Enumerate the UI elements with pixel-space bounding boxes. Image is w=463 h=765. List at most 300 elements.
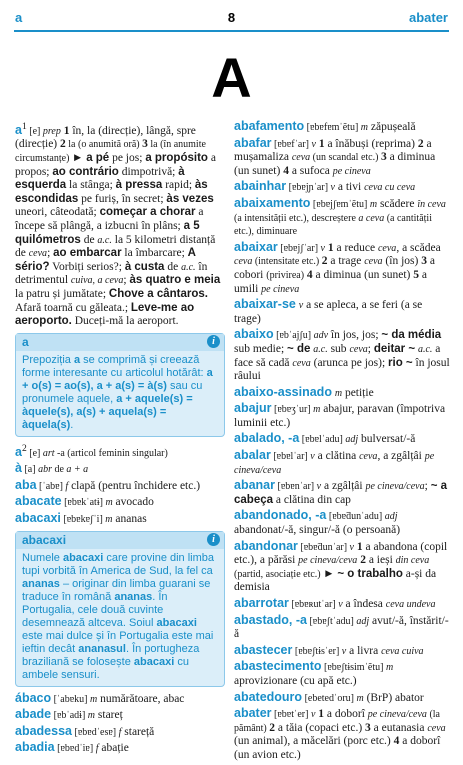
text: (un animal), a măcelări (porc etc.) — [234, 735, 394, 748]
left-column — [15, 120, 225, 758]
entry-abastecer — [234, 644, 450, 659]
sense-number: 2 — [60, 138, 66, 151]
info-box-abacaxi — [15, 531, 225, 687]
pronunciation: [ɐbɐʃtˈadu] — [306, 615, 357, 627]
text: de — [80, 233, 98, 246]
phrase: deitar ~ — [373, 342, 416, 355]
sense-number: 1 — [318, 708, 325, 721]
object-note: pe cineva — [332, 165, 371, 177]
headword: abastado, -a — [234, 612, 307, 627]
entry-abafar — [234, 137, 450, 179]
pos: v — [310, 451, 315, 463]
definition: avocado — [112, 496, 154, 509]
text: . În Portugalia, cele două cuvinte desemnează altceva. Soiul — [22, 590, 168, 629]
pos: adj — [356, 615, 370, 627]
text: la stânga; — [66, 179, 116, 192]
sense-number: 1 — [327, 241, 334, 254]
headword: a — [15, 444, 22, 459]
text: (partid, asociație etc.) — [234, 568, 324, 580]
object-note: cuiva, a ceva — [70, 275, 124, 287]
entry-abainhar — [234, 180, 450, 195]
pos: v — [298, 300, 304, 312]
info-box-a — [15, 333, 225, 437]
definition: -a (articol feminin singular) — [54, 447, 168, 459]
entry-abaixar-se — [234, 298, 450, 326]
emphasis: a + aquele(s) = àquele(s), a(s) + aquela(s) = àquela(s) — [22, 392, 193, 431]
headword: abacaxi — [15, 510, 61, 525]
phrase: Leve-me ao aeroporto. — [15, 301, 195, 328]
headword: abalado, -a — [234, 431, 300, 446]
header-rule — [14, 30, 449, 32]
pos: m — [356, 692, 364, 704]
text: a trage — [327, 255, 365, 268]
entry-abaixamento — [234, 197, 450, 239]
entry-abalar — [234, 449, 450, 477]
pronunciation: [e] — [26, 125, 43, 137]
sense-number: 3 — [365, 721, 371, 734]
headword: abarrotar — [234, 596, 289, 610]
text: , a scădea — [396, 241, 441, 254]
info-box-title — [16, 334, 224, 351]
pronunciation: [ɐbɐtˈer] — [271, 709, 311, 721]
entry-abastecimento — [234, 660, 450, 688]
definition: a se apleca, a se feri (a se trage) — [234, 299, 423, 325]
headword: abaixamento — [234, 195, 311, 210]
text: a umili — [234, 268, 427, 295]
pronunciation: [ɐbɐlˈar] — [270, 451, 311, 463]
pos: m — [360, 122, 369, 133]
headword: abajur — [234, 401, 272, 416]
text: (privirea) — [266, 269, 305, 281]
object-note: ceva — [377, 242, 397, 254]
definition: ananas — [112, 512, 147, 525]
headword: abafamento — [234, 119, 305, 133]
pronunciation: [ɐbɐkˈatɨ] — [61, 497, 106, 509]
headword: à — [15, 461, 22, 476]
sense-number: 3 — [380, 151, 387, 164]
page-number: 8 — [227, 10, 236, 25]
text: a mușamaliza — [234, 137, 432, 164]
headword: aba — [15, 477, 37, 492]
headword: abastecer — [234, 642, 293, 657]
phrase: à custa — [124, 260, 165, 273]
text: a diminua (un sunet) — [234, 151, 436, 177]
sense-number: 2 — [269, 721, 276, 734]
emphasis: abacaxi — [156, 616, 197, 629]
text: uneori, câteodată; — [15, 206, 100, 219]
text: a cobori — [234, 255, 435, 281]
sense-number: 1 — [63, 124, 70, 137]
sense-number: 4 — [306, 268, 313, 281]
pronunciation: [ɐbɐkɐʃˈi] — [60, 513, 106, 525]
entry-abaco — [15, 692, 225, 707]
phrase: a pé — [86, 152, 110, 165]
definition: a + a — [66, 464, 89, 476]
emphasis: a — [73, 353, 81, 366]
headword: abaixo — [234, 327, 274, 342]
entry-a-grave — [15, 462, 225, 477]
headword: abater — [234, 706, 272, 721]
pos: f — [65, 480, 69, 492]
pronunciation: [ɐbɐjʃɐmˈẽtu] — [310, 198, 370, 210]
text: a eutanasia — [370, 721, 428, 734]
text: Vorbiți serios?; — [49, 260, 125, 273]
phrase: ~ da média — [381, 329, 442, 342]
emphasis: abacaxi — [62, 551, 104, 564]
info-box-title — [16, 532, 224, 549]
text: a înăbuși (reprima) — [324, 137, 418, 150]
sense-number: 1 — [318, 137, 325, 150]
entry-abandonar — [234, 540, 450, 595]
pos: f — [118, 726, 122, 738]
pronunciation: [ɐbɐdˈesɐ] — [71, 726, 119, 738]
object-note: pe cineva — [261, 283, 300, 295]
definition: numărătoare, abac — [97, 692, 185, 705]
headword: abadessa — [15, 723, 72, 738]
phrase: rio ~ — [388, 356, 413, 369]
text: – originar din limba guarani se traduce în română — [22, 577, 211, 603]
entry-abafamento — [234, 120, 450, 135]
abbrev: a.c. — [417, 343, 433, 355]
phrase: ~ de — [287, 342, 311, 355]
pronunciation: [e] — [26, 447, 43, 459]
text: , a zgâlțâi — [377, 450, 425, 463]
sense-number: 3 — [421, 255, 427, 268]
right-column — [234, 120, 450, 765]
pos: abr — [38, 464, 52, 476]
sense-number: 4 — [283, 164, 289, 177]
entry-abaixar — [234, 241, 450, 296]
entry-abacate — [15, 495, 225, 510]
pronunciation: [ɐbɐjɲˈar] — [286, 182, 331, 194]
phrase: às vezes — [166, 192, 214, 205]
text: de — [51, 464, 67, 476]
definition: stareț — [95, 709, 123, 722]
phrase: Chove a cântaros. — [108, 287, 208, 300]
sense-number: 2 — [417, 137, 424, 150]
text: care provine din limba tupi vorbită în America de Sud, la fel ca — [22, 551, 215, 577]
text: Afară toarnă cu găleata.; — [15, 301, 131, 314]
object-note: ceva — [359, 451, 378, 463]
headword: abafar — [234, 135, 272, 150]
info-box-text — [16, 549, 224, 686]
text: în, la (direcție), lângă, spre (direcție) — [15, 124, 196, 151]
entry-abade — [15, 708, 225, 723]
text: Numele — [22, 551, 63, 564]
text: Duceți-mă la aeroport. — [71, 315, 179, 328]
entry-abanar — [234, 479, 450, 507]
definition: (BrP) abator — [363, 691, 424, 704]
text: Prepoziția — [22, 353, 74, 366]
object-note: ceva — [349, 343, 368, 355]
pos: f — [95, 743, 99, 755]
text: sub — [327, 342, 350, 355]
text: a reduce — [333, 241, 378, 254]
entry-abatedouro — [234, 691, 450, 706]
pos: v — [320, 242, 325, 254]
text: în detrimentul — [15, 260, 208, 287]
text: scădere — [377, 197, 418, 210]
pos: art — [42, 447, 55, 459]
pos: v — [311, 138, 316, 150]
text: . — [70, 418, 74, 431]
text: . În portugheza braziliană se folosește — [22, 642, 200, 668]
headword: abaixo-assinado — [234, 384, 332, 399]
sense-number: 5 — [413, 268, 420, 281]
text: a propos; — [15, 152, 216, 178]
entry-abajur — [234, 402, 450, 430]
object-note: în ceva — [417, 198, 446, 210]
sense-number: 1 — [356, 540, 363, 553]
definition: petiție — [342, 386, 374, 399]
entry-abaixo-assinado — [234, 386, 450, 401]
pronunciation: [ɐbɐdˈiɐ] — [54, 743, 96, 755]
headword: ábaco — [15, 690, 52, 705]
definition: avut/-ă, înstărit/-ă — [234, 614, 449, 641]
text: ; — [424, 480, 431, 493]
pronunciation: [ebetedˈoru] — [302, 692, 357, 704]
phrase: ao embarcar — [53, 247, 122, 260]
pos: prep — [42, 125, 61, 137]
definition: abajur, paravan (împotriva luminii etc.) — [234, 403, 446, 429]
homonym-number: 1 — [21, 121, 27, 132]
pronunciation: [ɐbˈadɨ] — [51, 710, 88, 722]
text: ; — [367, 342, 374, 355]
pronunciation: [ɐbɐfˈar] — [271, 138, 312, 150]
abbrev: a.c. — [97, 234, 112, 246]
text: ; — [123, 274, 130, 287]
phrase: A sério? — [15, 247, 196, 273]
info-icon: i — [207, 335, 220, 348]
object-note: ceva undeva — [385, 599, 436, 610]
headword: abandonar — [234, 538, 298, 553]
object-note: din ceva — [395, 555, 430, 567]
headword: abadia — [15, 740, 55, 755]
entry-abater — [234, 707, 450, 762]
entry-abaixo — [234, 328, 450, 383]
text: rapid; — [162, 179, 195, 192]
text: a doborî — [324, 708, 368, 721]
pos: v — [330, 182, 335, 194]
object-note: ceva — [292, 357, 311, 369]
pronunciation: [ˈabɐ] — [36, 480, 66, 492]
section-letter: A — [211, 46, 252, 109]
object-note: a ceva — [358, 212, 385, 224]
phrase: começar a chorar — [99, 206, 196, 219]
text: a clătina — [314, 450, 360, 463]
entry-abastado — [234, 614, 450, 642]
text: (a cantității etc.), diminuare — [234, 212, 432, 238]
headword: abalar — [234, 448, 271, 463]
pronunciation: [ɐbɐʃtɨsimˈẽtu] — [321, 662, 386, 674]
phrase: às quatro e meia — [129, 274, 221, 287]
text: (intensitate etc.) — [252, 256, 322, 268]
phrase: à pressa — [115, 179, 163, 192]
text: la patru și jumătate; — [15, 287, 109, 300]
text: dimpotrivă; — [118, 165, 179, 178]
entry-abalado — [234, 432, 450, 447]
text: de — [164, 260, 182, 273]
pos: adj — [345, 434, 359, 446]
object-note: ceva — [364, 256, 383, 268]
pos: m — [369, 198, 378, 210]
entry-abadia — [15, 741, 225, 756]
object-note: ceva cu ceva — [364, 182, 416, 194]
text: a doborî (un avion etc.) — [234, 735, 441, 761]
header-last-entry: abater — [408, 10, 448, 25]
text: a tăia (copaci etc.) — [275, 721, 366, 734]
phrase: ao contrário — [52, 165, 119, 178]
entry-a1 — [15, 120, 225, 329]
pos: m — [105, 497, 113, 509]
pronunciation: [a] — [21, 464, 39, 476]
text: ; — [47, 247, 54, 260]
pos: m — [105, 513, 113, 525]
headword: abanar — [234, 478, 275, 493]
pos: m — [87, 710, 96, 722]
phrase: a 5 quilómetros — [15, 219, 200, 246]
abbrev: a.c. — [181, 261, 196, 273]
headword: abastecimento — [234, 659, 322, 674]
text: a sufoca — [288, 164, 333, 177]
phrase: a propósito — [145, 152, 208, 165]
headword: abaixar-se — [234, 297, 296, 312]
pronunciation: [ɐbɐʒˈur] — [271, 404, 314, 416]
object-note: ceva — [234, 256, 253, 268]
pos: adv — [313, 330, 329, 342]
text: la îmbarcare; — [121, 247, 188, 260]
emphasis: abacaxi — [133, 655, 175, 668]
definition: abație — [98, 742, 129, 755]
emphasis: ananas — [22, 577, 60, 590]
text: a abandona (copil etc.), a părăsi — [234, 540, 448, 567]
text: a ieși — [365, 554, 396, 567]
pronunciation: [ɐbɐ̃dunˈar] — [297, 541, 350, 553]
entry-abarrotar — [234, 597, 450, 612]
pronunciation: [ɐbɐfɐmˈẽtu] — [304, 122, 361, 133]
definition: zăpușeală — [368, 121, 416, 133]
sense-number: 3 — [142, 138, 148, 151]
text: în jos, jos; — [328, 329, 382, 342]
info-box-text — [16, 351, 224, 436]
info-box-title-text: abacaxi — [22, 532, 67, 547]
text: a-și da demisia — [234, 567, 437, 594]
object-note: pe cineva/ceva — [298, 555, 358, 567]
phrase: às escondidas — [15, 179, 208, 205]
pronunciation: [ɐbɐ̃dunˈadu] — [326, 511, 385, 523]
phrase-marker-icon: ► — [71, 152, 84, 165]
text: (un scandal etc.) — [310, 152, 381, 164]
text: (în jos) — [382, 255, 422, 268]
headword: abade — [15, 707, 52, 722]
phrase: à esquerda — [15, 165, 185, 192]
headword: a — [15, 122, 22, 137]
pronunciation: [ɐbɐʃtɨsˈer] — [292, 645, 342, 657]
headword: abainhar — [234, 179, 287, 194]
text: sub medie; — [234, 342, 288, 355]
pronunciation: [ɐbɐjʃˈar] — [277, 242, 321, 254]
entry-abandonado — [234, 509, 450, 537]
phrase: ~ a cabeça — [234, 480, 448, 506]
object-note: pe cineva/ceva — [365, 481, 425, 493]
text: este mai dulce și în Portugalia este mai ieftin decât — [22, 629, 214, 655]
text: (arunca pe jos); — [310, 356, 389, 369]
object-note: ceva — [28, 248, 48, 260]
pos: v — [338, 599, 343, 610]
text: pe furiș, în secret; — [78, 192, 167, 205]
phrase-marker-icon: ► — [323, 567, 335, 580]
text: în josul râului — [234, 356, 450, 383]
definition: abandonat/-ă, singur/-ă (o persoană) — [234, 524, 401, 537]
pos: m — [90, 693, 98, 705]
emphasis: ananas — [114, 590, 153, 603]
pos: m — [334, 387, 343, 399]
emphasis: ananasul — [78, 642, 126, 655]
text: a tivi — [334, 181, 365, 194]
pronunciation: [ɐbɐnˈar] — [275, 481, 317, 493]
text: (la pământ) — [234, 709, 440, 734]
text: a face să cadă — [234, 342, 441, 369]
text: se comprimă și creează forme interesante cu articolul hotărât: — [22, 353, 207, 379]
homonym-number: 2 — [21, 442, 27, 454]
text: la (în anumite circumstanțe) — [15, 139, 206, 165]
entry-a2 — [15, 442, 225, 460]
object-note: ceva — [427, 722, 446, 734]
info-box-title-text: a — [22, 334, 29, 349]
text: a îndesa — [342, 598, 386, 610]
phrase: ~ o trabalho — [337, 567, 403, 580]
pos: m — [313, 404, 321, 416]
pos: v — [349, 541, 354, 553]
pos: v — [310, 709, 316, 721]
definition: bulversat/-ă — [358, 433, 416, 446]
definition: stareță — [121, 725, 155, 738]
info-icon: i — [207, 533, 220, 546]
headword: abatedouro — [234, 689, 303, 704]
definition: clapă (pentru închidere etc.) — [68, 479, 201, 492]
abbrev: a.c. — [313, 343, 328, 355]
object-note: ceva cuiva — [381, 645, 424, 657]
pos: m — [385, 662, 394, 674]
pos: adj — [384, 511, 398, 523]
text: a diminua (un sunet) — [312, 268, 414, 281]
emphasis: a + o(s) = ao(s), a + a(s) = à(s) — [22, 366, 213, 392]
object-note: pe cineva/ceva — [234, 451, 435, 476]
text: a clătina din cap — [273, 493, 351, 506]
entry-aba — [15, 479, 225, 494]
definition: aprovizionare (cu apă etc.) — [234, 674, 357, 687]
text: cu ambele sensuri. — [22, 655, 189, 681]
text: la (o anumită oră) — [65, 139, 143, 151]
text: a zgâlțâi — [321, 480, 366, 493]
pronunciation: [ˈabɐku] — [51, 693, 91, 705]
object-note: ceva — [291, 152, 311, 164]
text: (a intensității etc.), descreștere — [234, 212, 359, 224]
pos: v — [316, 481, 322, 493]
text: pe jos; — [109, 152, 146, 165]
sense-number: 2 — [321, 255, 328, 268]
pronunciation: [ɐbɐʀutˈar] — [288, 599, 339, 610]
headword: abacate — [15, 494, 62, 509]
text: la 5 kilometri distanță de — [15, 233, 216, 260]
object-note: pe cineva/ceva — [367, 709, 427, 721]
headword: abaixar — [234, 239, 278, 254]
text: a livra — [346, 644, 382, 657]
sense-number: 2 — [360, 554, 366, 567]
entry-abacaxi — [15, 512, 225, 527]
text: a începe să plângă, a izbucni în plâns; — [15, 206, 204, 232]
headword: abandonado, -a — [234, 508, 327, 523]
